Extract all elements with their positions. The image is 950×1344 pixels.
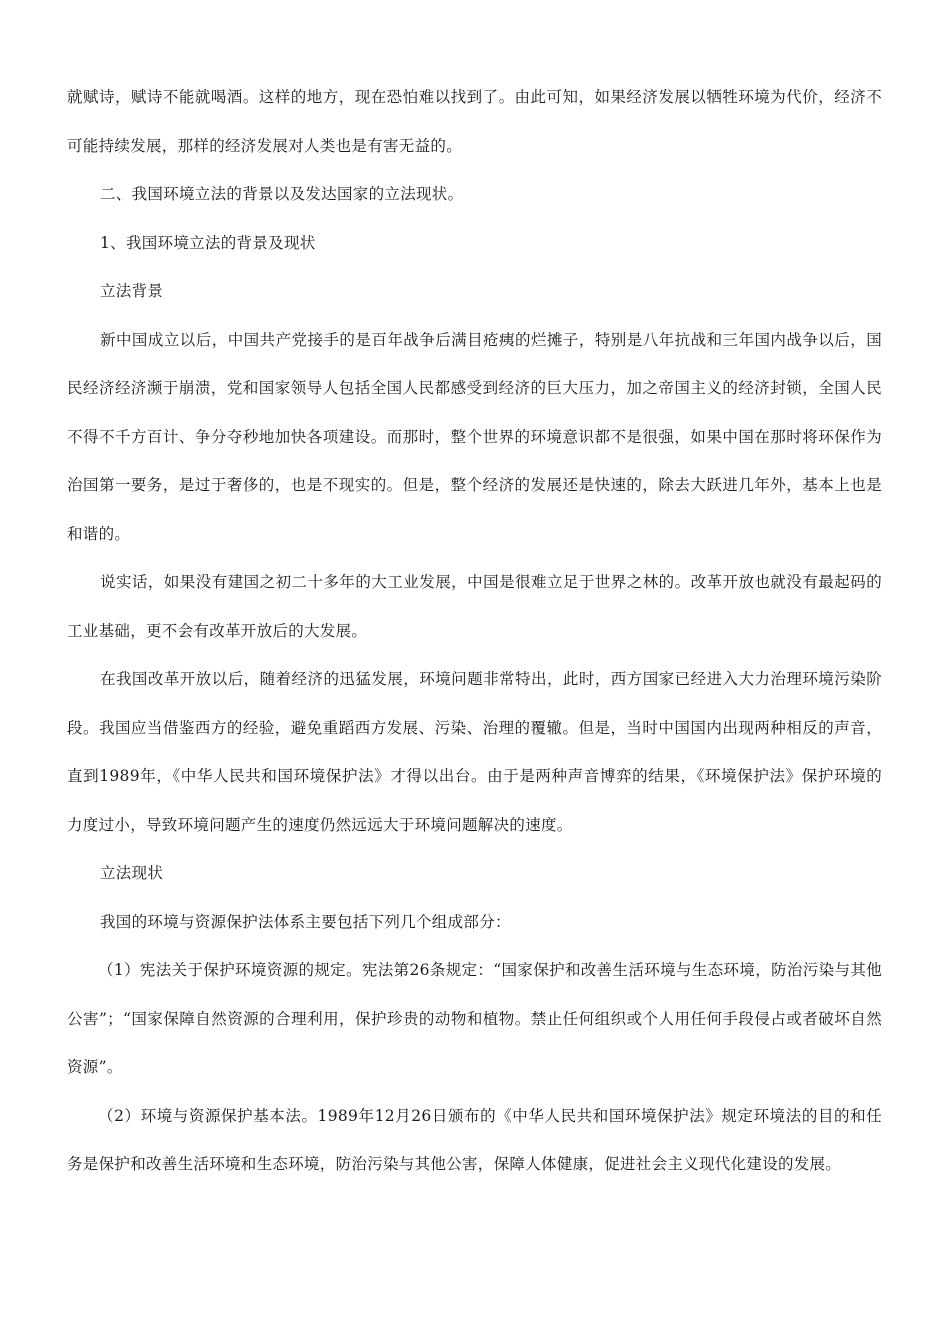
list-item-basic-law: （2）环境与资源保护基本法。1989年12月26日颁布的《中华人民共和国环境保护法》规定环境法的目的和任务是保护和改善生活环境和生态环境，防治污染与其他公害，保障人体健康，促进社会主义现代化建设的发展。 bbox=[67, 1106, 882, 1173]
heading-legislative-status: 立法现状 bbox=[100, 864, 164, 882]
paragraph-industrial-development: 说实话，如果没有建国之初二十多年的大工业发展，中国是很难立足于世界之林的。改革开放也就没有最起码的工业基础，更不会有改革开放后的大发展。 bbox=[67, 573, 882, 640]
subsection-heading-1: 1、我国环境立法的背景及现状 bbox=[100, 233, 316, 252]
paragraph-continuation: 就赋诗，赋诗不能就喝酒。这样的地方，现在恐怕难以找到了。由此可知，如果经济发展以牺牲环境为代价，经济不可能持续发展，那样的经济发展对人类也是有害无益的。 bbox=[67, 88, 882, 155]
paragraph-law-system-intro: 我国的环境与资源保护法体系主要包括下列几个组成部分： bbox=[100, 912, 511, 931]
paragraph-background-history: 新中国成立以后，中国共产党接手的是百年战争后满目疮痍的烂摊子，特别是八年抗战和三年国内战争以后，国民经济经济濒于崩溃，党和国家领导人包括全国人民都感受到经济的巨大压力，加之帝国主义的经济封锁，全国人民不得不千方百计、争分夺秒地加快各项建设。而那时，整个世界的环境意识都不是很强，如果中国在那时将环保作为治国第一要务，是过于奢侈的，也是不现实的。但是，整个经济的发展还是快速的，除去大跃进几年外，基本上也是和谐的。 bbox=[67, 330, 882, 543]
section-heading-2: 二、我国环境立法的背景以及发达国家的立法现状。 bbox=[100, 185, 464, 203]
document-body bbox=[67, 73, 882, 1189]
list-item-constitution: （1）宪法关于保护环境资源的规定。宪法第26条规定：“国家保护和改善生活环境与生态环境，防治污染与其他公害”；“国家保障自然资源的合理利用，保护珍贵的动物和植物。禁止任何组织或个人用任何手段侵占或者破坏自然资源”。 bbox=[67, 961, 882, 1076]
heading-legislative-background: 立法背景 bbox=[100, 282, 164, 300]
paragraph-reform-era: 在我国改革开放以后，随着经济的迅猛发展，环境问题非常特出，此时，西方国家已经进入大力治理环境污染阶段。我国应当借鉴西方的经验，避免重蹈西方发展、污染、治理的覆辙。但是，当时中国国内出现两种相反的声音，直到1989年，《中华人民共和国环境保护法》才得以出台。由于是两种声音博弈的结果，《环境保护法》保护环境的力度过小，导致环境问题产生的速度仍然远远大于环境问题解决的速度。 bbox=[67, 670, 882, 834]
